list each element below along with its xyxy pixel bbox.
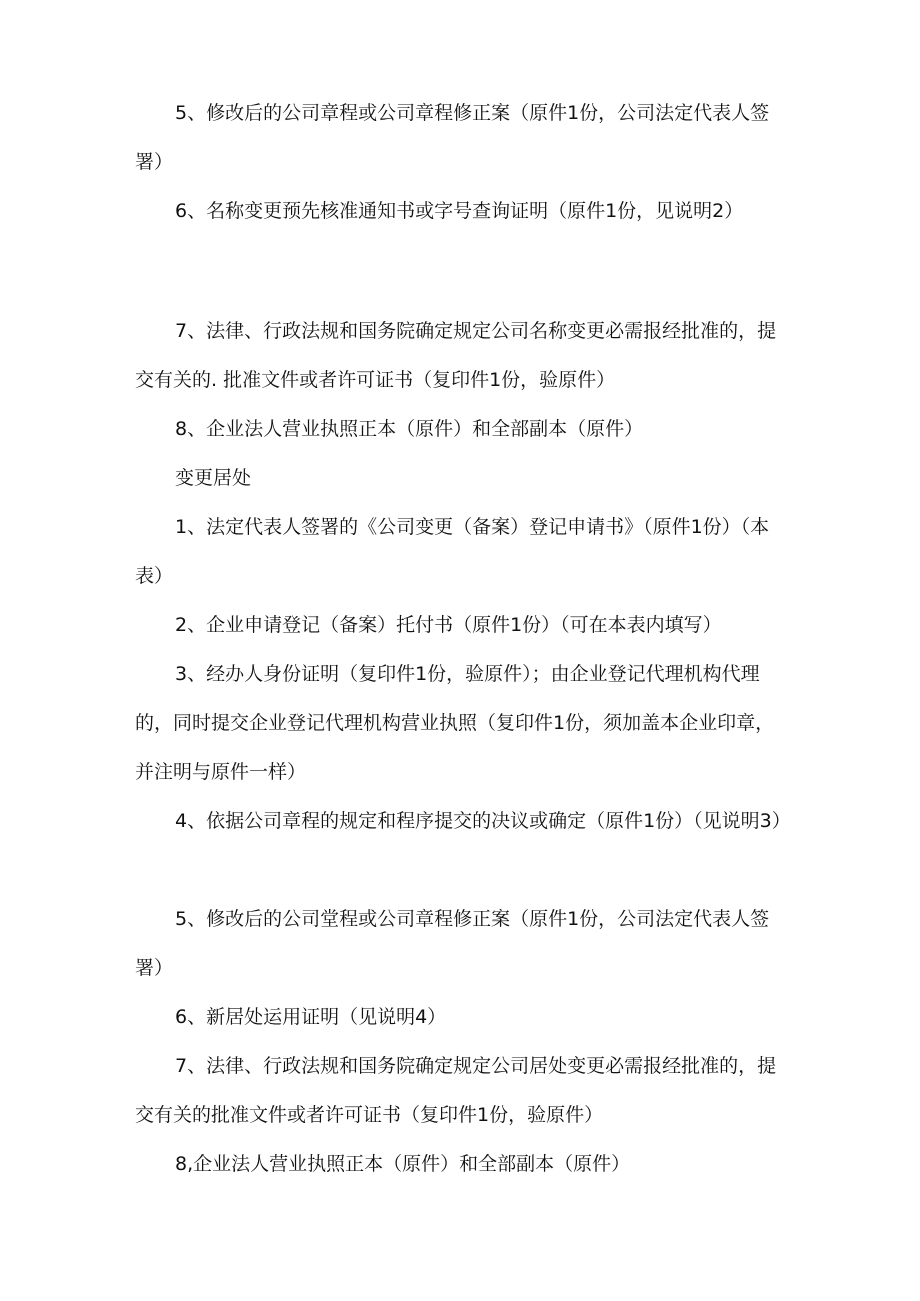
paragraph-item-2-authorization: 2、企业申请登记（备案）托付书（原件1份）（可在本表内填写） <box>175 614 722 636</box>
paragraph-item-8-license-final: 8,企业法人营业执照正本（原件）和全部副本（原件） <box>175 1153 631 1175</box>
paragraph-item-5-articles-amendment: 5、修改后的公司堂程或公司章程修正案（原件1份，公司法定代表人签署） <box>135 908 770 979</box>
paragraph-item-5-articles: 5、修改后的公司章程或公司章程修正案（原件1份，公司法定代表人签署） <box>135 102 770 173</box>
paragraph-item-1-application: 1、法定代表人签署的《公司变更（备案）登记申请书》（原件1份）（本表） <box>135 516 770 587</box>
paragraph-item-6-name-approval: 6、名称变更预先核准通知书或字号查询证明（原件1份，见说明2） <box>175 200 744 222</box>
paragraph-item-6-new-address-proof: 6、新居处运用证明（见说明4） <box>175 1006 447 1028</box>
paragraph-item-7-address-approval-docs: 7、法律、行政法规和国务院确定规定公司居处变更必需报经批准的，提交有关的批准文件或者许可证书（复印件1份，验原件） <box>135 1055 777 1126</box>
paragraph-item-4-resolution: 4、依据公司章程的规定和程序提交的决议或确定（原件1份）（见说明3） <box>175 810 791 832</box>
section-heading-change-address: 变更居处 <box>175 467 252 489</box>
paragraph-item-3-agent-id: 3、经办人身份证明（复印件1份，验原件）；由企业登记代理机构代理的，同时提交企业登记代理机构营业执照（复印件1份，须加盖本企业印章，并注明与原件一样） <box>135 663 775 783</box>
paragraph-item-8-license: 8、企业法人营业执照正本（原件）和全部副本（原件） <box>175 418 644 440</box>
paragraph-item-7-name-approval-docs: 7、法律、行政法规和国务院确定规定公司名称变更必需报经批准的，提交有关的. 批准文件或者许可证书（复印件1份，验原件） <box>135 320 777 391</box>
